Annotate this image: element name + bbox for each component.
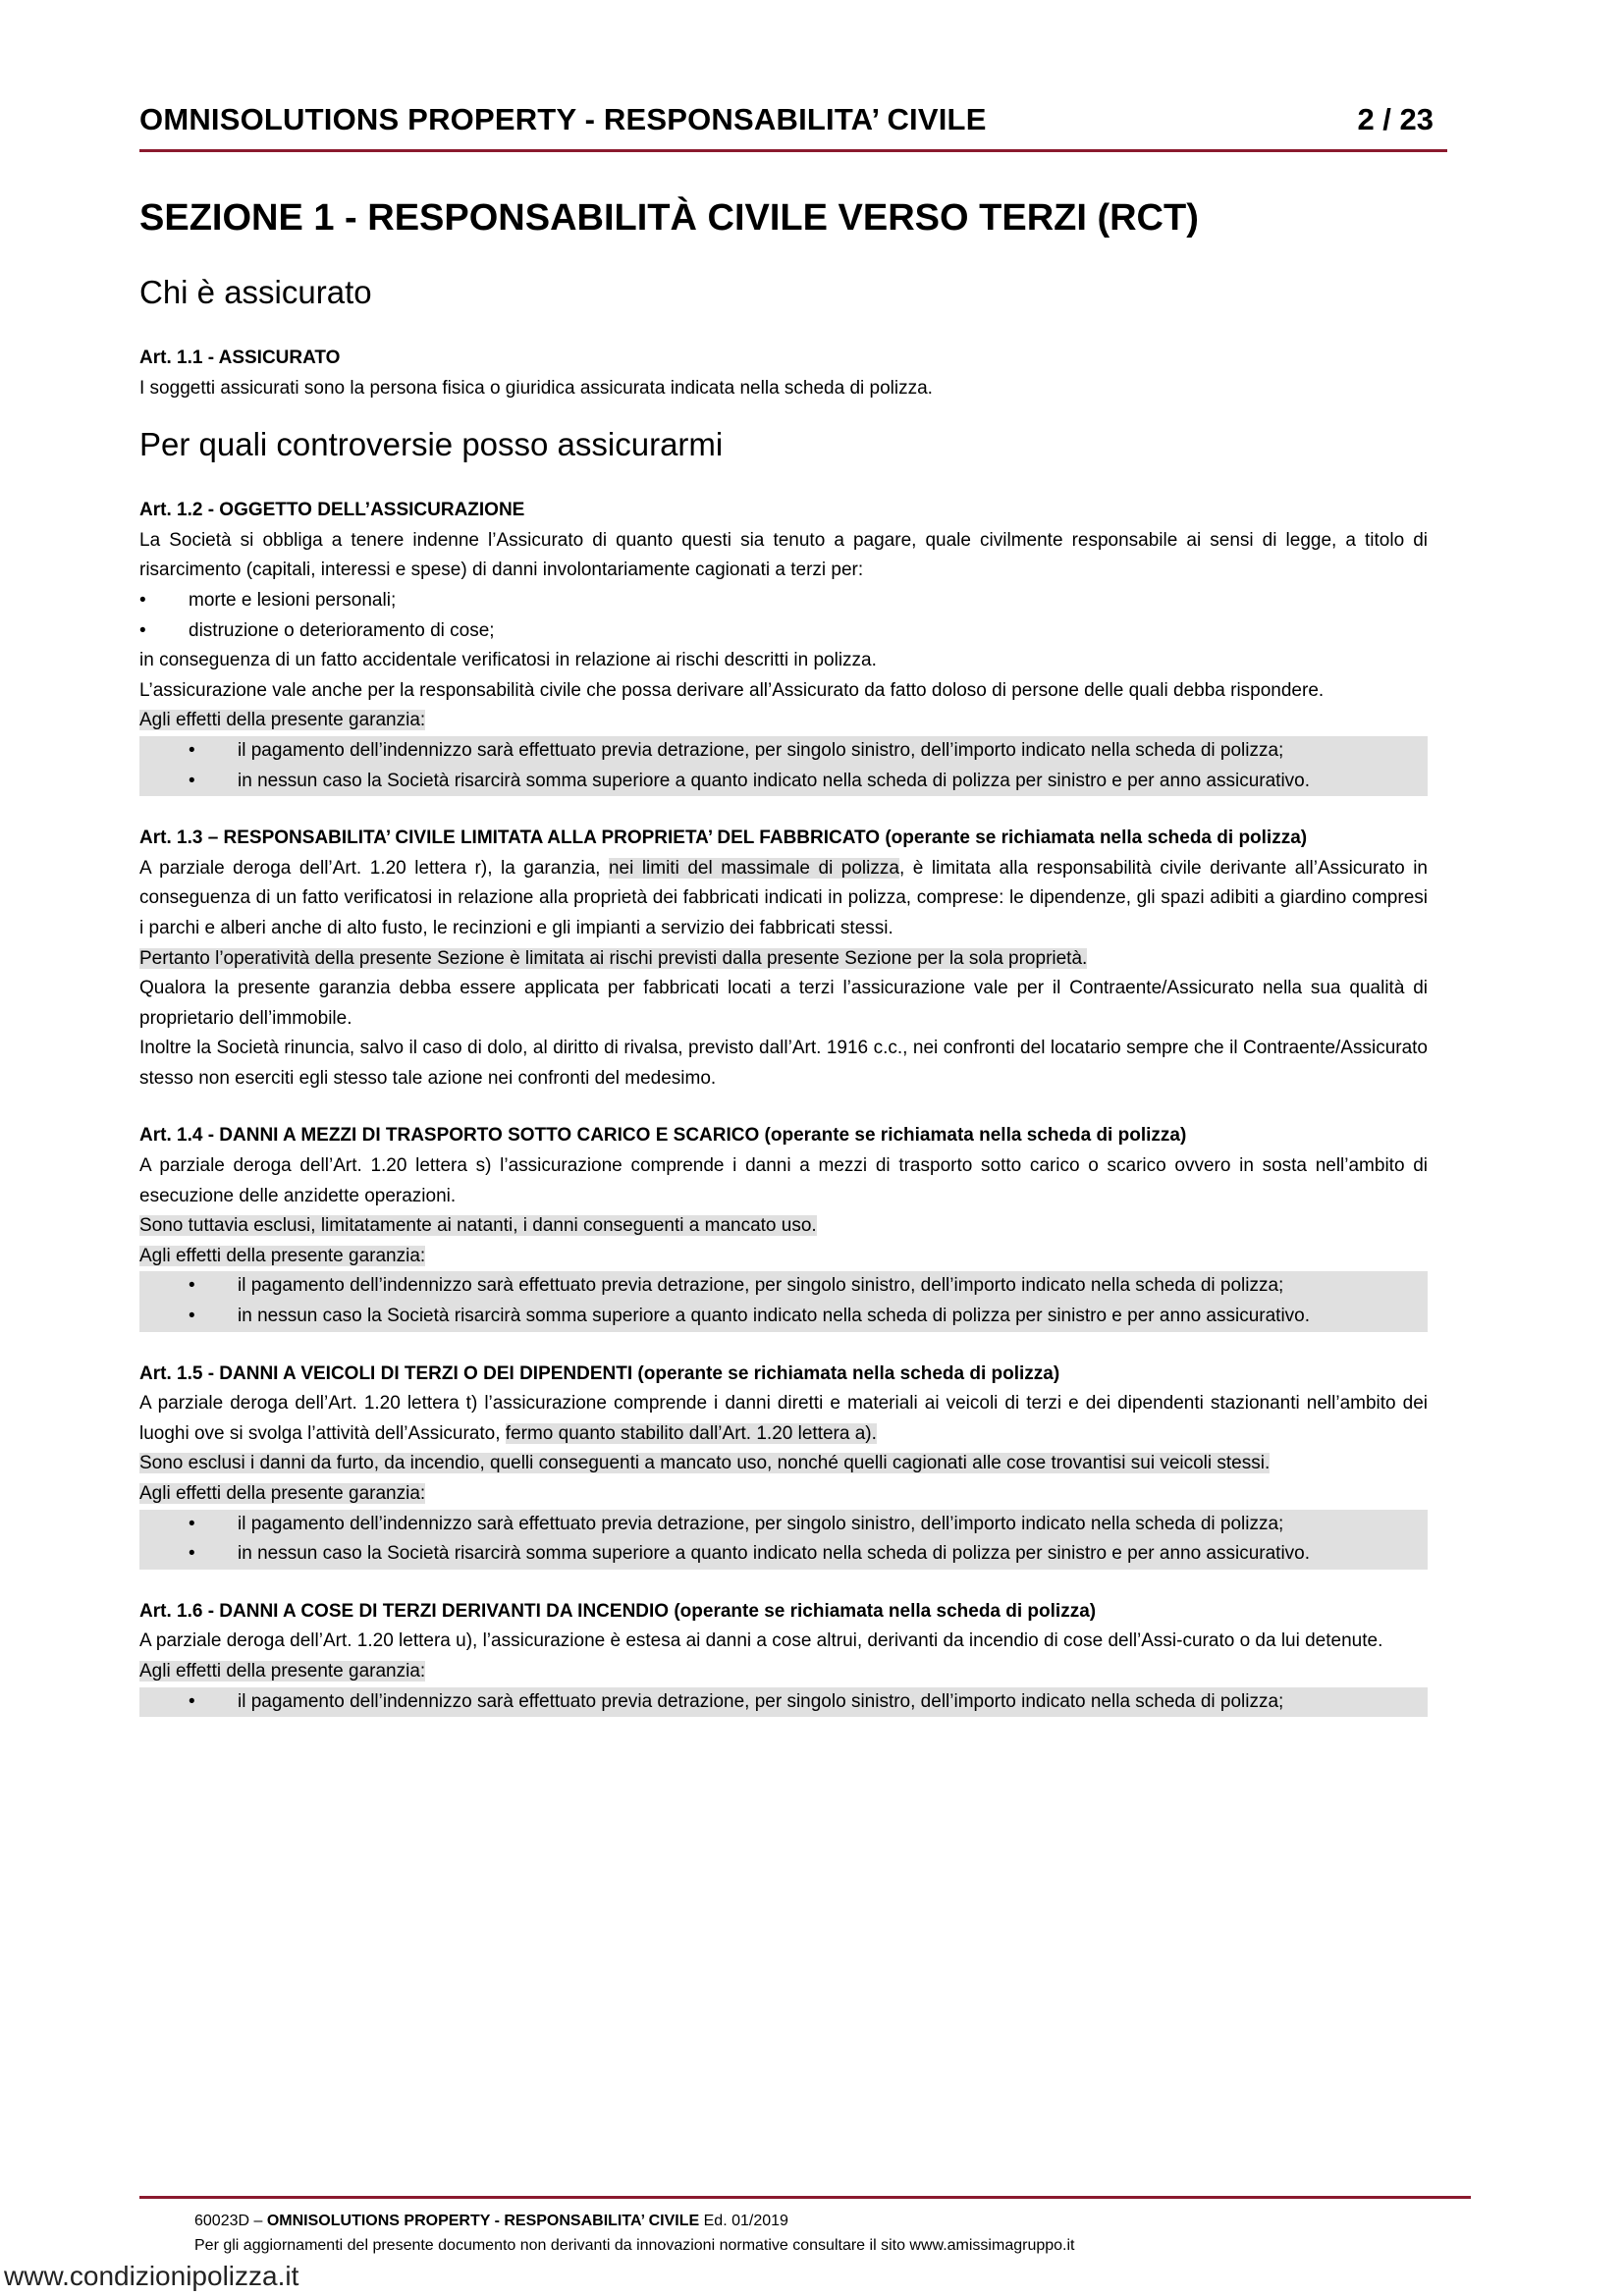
page-header <box>139 98 1447 152</box>
highlighted-bullet-list <box>139 1687 1428 1718</box>
highlighted-bullet-list <box>139 1271 1428 1331</box>
article-text: A parziale deroga dell’Art. 1.20 lettera s) l’assicurazione comprende i danni a mezzi di trasporto sotto carico o scarico ovvero in sosta nell’ambito di esecuzione delle anzidette operazioni. <box>139 1155 1428 1206</box>
article-text: L’assicurazione vale anche per la responsabilità civile che possa derivare all’Assicurato da fatto doloso di persone delle quali debba rispondere. <box>139 679 1325 701</box>
list-item: • in nessun caso la Società risarcirà somma superiore a quanto indicato nella scheda di polizza per sinistro e per anno assicurativo. <box>139 1539 1428 1570</box>
list-item: • in nessun caso la Società risarcirà somma superiore a quanto indicato nella scheda di polizza per sinistro e per anno assicurativo. <box>139 767 1428 797</box>
article-title: Art. 1.1 - ASSICURATO <box>139 347 341 368</box>
article-1-4 <box>139 1121 1428 1331</box>
article-title: Art. 1.2 - OGGETTO DELL’ASSICURAZIONE <box>139 500 525 521</box>
watermark-url: www.condizionipolizza.it <box>4 2261 299 2291</box>
list-item: • in nessun caso la Società risarcirà somma superiore a quanto indicato nella scheda di polizza per sinistro e per anno assicurativo. <box>139 1302 1428 1332</box>
article-text: A parziale deroga dell’Art. 1.20 lettera r), la garanzia, nei limiti del massimale di polizza, è limitata alla responsabilità civile derivante all’Assicurato in conseguenza di un fatto verificatosi in relazione alla proprietà dei fabbricati indicati in polizza, comprese: le dipendenze, gli spazi adibiti a giardino compresi i parchi e alberi anche di alto fusto, le recinzioni e gli impianti a servizio dei fabbricati stessi. <box>139 857 1429 938</box>
article-text: A parziale deroga dell’Art. 1.20 lettera t) l’assicurazione comprende i danni diretti e materiali ai veicoli di terzi e dei dipendenti stazionanti nell’ambito dei luoghi ove si svolga l’attività dell’Assicurato, fermo quanto stabilito dall’Art. 1.20 lettera a). <box>139 1393 1428 1444</box>
list-item: • il pagamento dell’indennizzo sarà effettuato previa detrazione, per singolo sinistro, dell’importo indicato nella scheda di polizza; <box>139 1271 1428 1302</box>
article-text: Qualora la presente garanzia debba essere applicata per fabbricati locati a terzi l’assicurazione vale per il Contraente/Assicurato nella sua qualità di proprietario dell’immobile. <box>139 978 1428 1029</box>
article-text: La Società si obbliga a tenere indenne l’Assicurato di quanto questi sia tenuto a pagare, quale civilmente responsabile ai sensi di legge, a titolo di risarcimento (capitali, interessi e spese) di danni involontariamente cagionati a terzi per: <box>139 529 1428 581</box>
list-item: • il pagamento dell’indennizzo sarà effettuato previa detrazione, per singolo sinistro, dell’importo indicato nella scheda di polizza; <box>139 736 1428 767</box>
agli-effetti-label: Agli effetti della presente garanzia: <box>139 710 426 731</box>
article-text: in conseguenza di un fatto accidentale verificatosi in relazione ai rischi descritti in polizza. <box>139 650 877 671</box>
article-title: Art. 1.5 - DANNI A VEICOLI DI TERZI O DEI DIPENDENTI (operante se richiamata nella scheda di polizza) <box>139 1362 1060 1384</box>
highlighted-bullet-list <box>139 736 1428 796</box>
article-1-5 <box>139 1360 1428 1570</box>
document-body <box>139 194 1428 1717</box>
article-text: I soggetti assicurati sono la persona fisica o giuridica assicurata indicata nella scheda di polizza. <box>139 377 933 399</box>
section-title: SEZIONE 1 - RESPONSABILITÀ CIVILE VERSO TERZI (RCT) <box>139 197 1199 239</box>
agli-effetti-label: Agli effetti della presente garanzia: <box>139 1483 426 1504</box>
article-text: Sono esclusi i danni da furto, da incendio, quelli conseguenti a mancato uso, nonché quelli cagionati alle cose trovantisi sui veicoli stessi. <box>139 1453 1271 1474</box>
subheading-controversie: Per quali controversie posso assicurarmi <box>139 426 724 463</box>
highlighted-bullet-list <box>139 1510 1428 1570</box>
article-1-1 <box>139 344 1428 403</box>
footer-document-code: 60023D – OMNISOLUTIONS PROPERTY - RESPONSABILITA’ CIVILE Ed. 01/2019 <box>194 2213 788 2229</box>
page-number: 2 / 23 <box>1357 102 1434 136</box>
article-text: Sono tuttavia esclusi, limitatamente ai natanti, i danni conseguenti a mancato uso. <box>139 1215 817 1237</box>
bullet-list <box>139 586 1428 646</box>
article-1-3 <box>139 824 1428 1094</box>
page-footer <box>139 2196 1471 2254</box>
article-text: Pertanto l’operatività della presente Sezione è limitata ai rischi previsti dalla presente Sezione per la sola proprietà. <box>139 947 1088 969</box>
agli-effetti-label: Agli effetti della presente garanzia: <box>139 1660 426 1682</box>
agli-effetti-label: Agli effetti della presente garanzia: <box>139 1245 426 1266</box>
article-text: Inoltre la Società rinuncia, salvo il caso di dolo, al diritto di rivalsa, previsto dall’Art. 1916 c.c., nei confronti del locatario sempre che il Contraente/Assicurato stesso non eserciti egli stesso tale azione nei confronti del medesimo. <box>139 1038 1428 1089</box>
article-text: A parziale deroga dell’Art. 1.20 lettera u), l’assicurazione è estesa ai danni a cose altrui, derivanti da incendio di cose dell’Assi-curato o da lui detenute. <box>139 1630 1383 1652</box>
subheading-chi-assicurato: Chi è assicurato <box>139 274 372 310</box>
list-item: • il pagamento dell’indennizzo sarà effettuato previa detrazione, per singolo sinistro, dell’importo indicato nella scheda di polizza; <box>139 1510 1428 1540</box>
list-item: • morte e lesioni personali; <box>139 586 1428 616</box>
header-title: OMNISOLUTIONS PROPERTY - RESPONSABILITA’ CIVILE <box>139 102 987 136</box>
article-1-6 <box>139 1597 1428 1717</box>
article-1-2 <box>139 496 1428 796</box>
article-title: Art. 1.3 – RESPONSABILITA’ CIVILE LIMITATA ALLA PROPRIETA’ DEL FABBRICATO (operante se richiamata nella scheda di polizza) <box>139 828 1308 849</box>
list-item: • distruzione o deterioramento di cose; <box>139 616 1428 647</box>
footer-note: Per gli aggiornamenti del presente documento non derivanti da innovazioni normative consultare il sito www.amissimagruppo.it <box>194 2237 1075 2254</box>
list-item: • il pagamento dell’indennizzo sarà effettuato previa detrazione, per singolo sinistro, dell’importo indicato nella scheda di polizza; <box>139 1687 1428 1718</box>
article-title: Art. 1.4 - DANNI A MEZZI DI TRASPORTO SOTTO CARICO E SCARICO (operante se richiamata nella scheda di polizza) <box>139 1125 1187 1147</box>
article-title: Art. 1.6 - DANNI A COSE DI TERZI DERIVANTI DA INCENDIO (operante se richiamata nella scheda di polizza) <box>139 1600 1097 1622</box>
